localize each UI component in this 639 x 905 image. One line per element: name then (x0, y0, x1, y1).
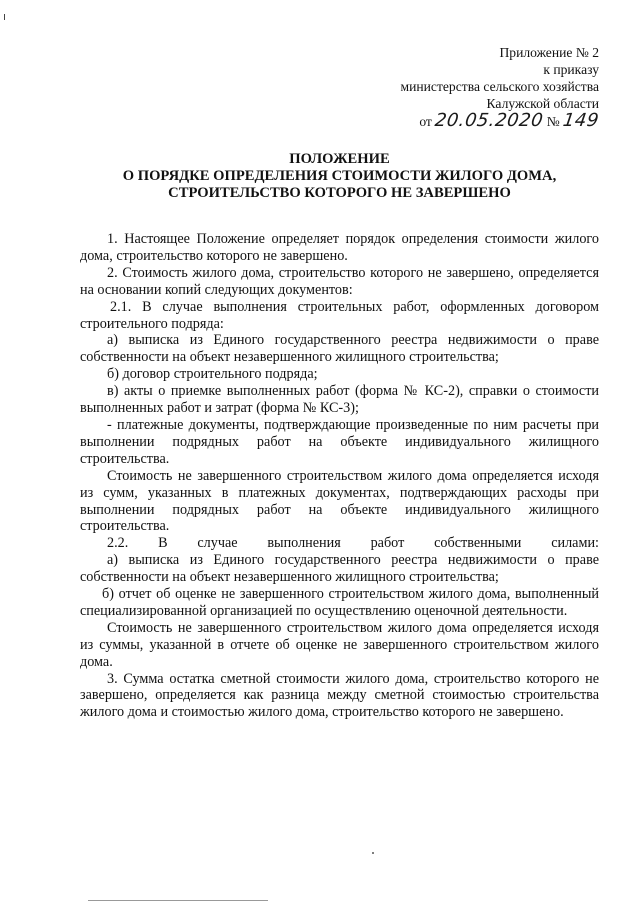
paragraph-2-2-cost: Стоимость не завершенного строительством жилого дома определяется исходя из суммы, указанной в отчете об оценке не завершенного строительством жилого дома. (80, 619, 599, 670)
paragraph-2-1: 2.1. В случае выполнения строительных работ, оформленных договором строительного подряда: (80, 298, 599, 332)
document-title (80, 151, 599, 202)
paragraph-2-1-b: б) договор строительного подряда; (107, 366, 318, 383)
number-prefix: № (546, 114, 560, 129)
handwritten-date: 20.05.2020 (433, 110, 545, 131)
title-line-1: ПОЛОЖЕНИЕ (289, 151, 390, 167)
paragraph-2-1-cost: Стоимость не завершенного строительством жилого дома определяется исходя из сумм, указанных в платежных документах, подтверждающих расходы при выполнении подрядных работ на объекте индивидуального жилищного строительства. (80, 467, 599, 535)
appendix-header (349, 44, 599, 130)
paragraph-2-2-a: а) выписка из Единого государственного реестра недвижимости о праве собственности на объект незавершенного жилищного строительства; (80, 552, 599, 586)
paragraph-2: 2. Стоимость жилого дома, строительство которого не завершено, определяется на основании копий следующих документов: (80, 264, 599, 298)
appendix-title: Приложение № 2 (499, 45, 599, 60)
paragraph-2-1-c: в) акты о приемке выполненных работ (форма № КС-2), справки о стоимости выполненных работ и затрат (форма № КС-3); (80, 383, 599, 417)
appendix-region: Калужской области (486, 96, 599, 111)
title-line-3: СТРОИТЕЛЬСТВО КОТОРОГО НЕ ЗАВЕРШЕНО (168, 185, 511, 201)
paragraph-2-2-b: б) отчет об оценке не завершенного строительством жилого дома, выполненный специализированной организацией по осуществлению оценочной деятельности. (80, 586, 599, 619)
date-prefix: от (419, 114, 432, 129)
paragraph-1: 1. Настоящее Положение определяет порядок определения стоимости жилого дома, строительство которого не завершено. (80, 231, 599, 264)
paragraph-3: 3. Сумма остатка сметной стоимости жилого дома, строительство которого не завершено, определяется как разница между сметной стоимостью строительства жилого дома и стоимостью жилого дома, строительство которого не завершено. (80, 670, 599, 721)
paragraph-2-2: 2.2. В случае выполнения работ собственными силами: (107, 535, 599, 552)
paragraph-2-1-a: а) выписка из Единого государственного реестра недвижимости о праве собственности на объект незавершенного жилищного строительства; (80, 332, 599, 366)
document-body (80, 231, 599, 721)
bottom-scan-line (88, 900, 268, 901)
title-line-2: О ПОРЯДКЕ ОПРЕДЕЛЕНИЯ СТОИМОСТИ ЖИЛОГО ДОМА, (122, 168, 557, 184)
paragraph-2-1-payments: - платежные документы, подтверждающие произведенные по ним расчеты при выполнении подрядных работ на объекте индивидуального жилищного строительства. (80, 416, 599, 467)
scan-mark (4, 14, 5, 20)
handwritten-number: 149 (561, 110, 601, 131)
appendix-ministry: министерства сельского хозяйства (400, 79, 599, 94)
appendix-order-ref: к приказу (543, 62, 599, 77)
scan-speck (372, 852, 374, 854)
appendix-date-line (349, 112, 599, 130)
